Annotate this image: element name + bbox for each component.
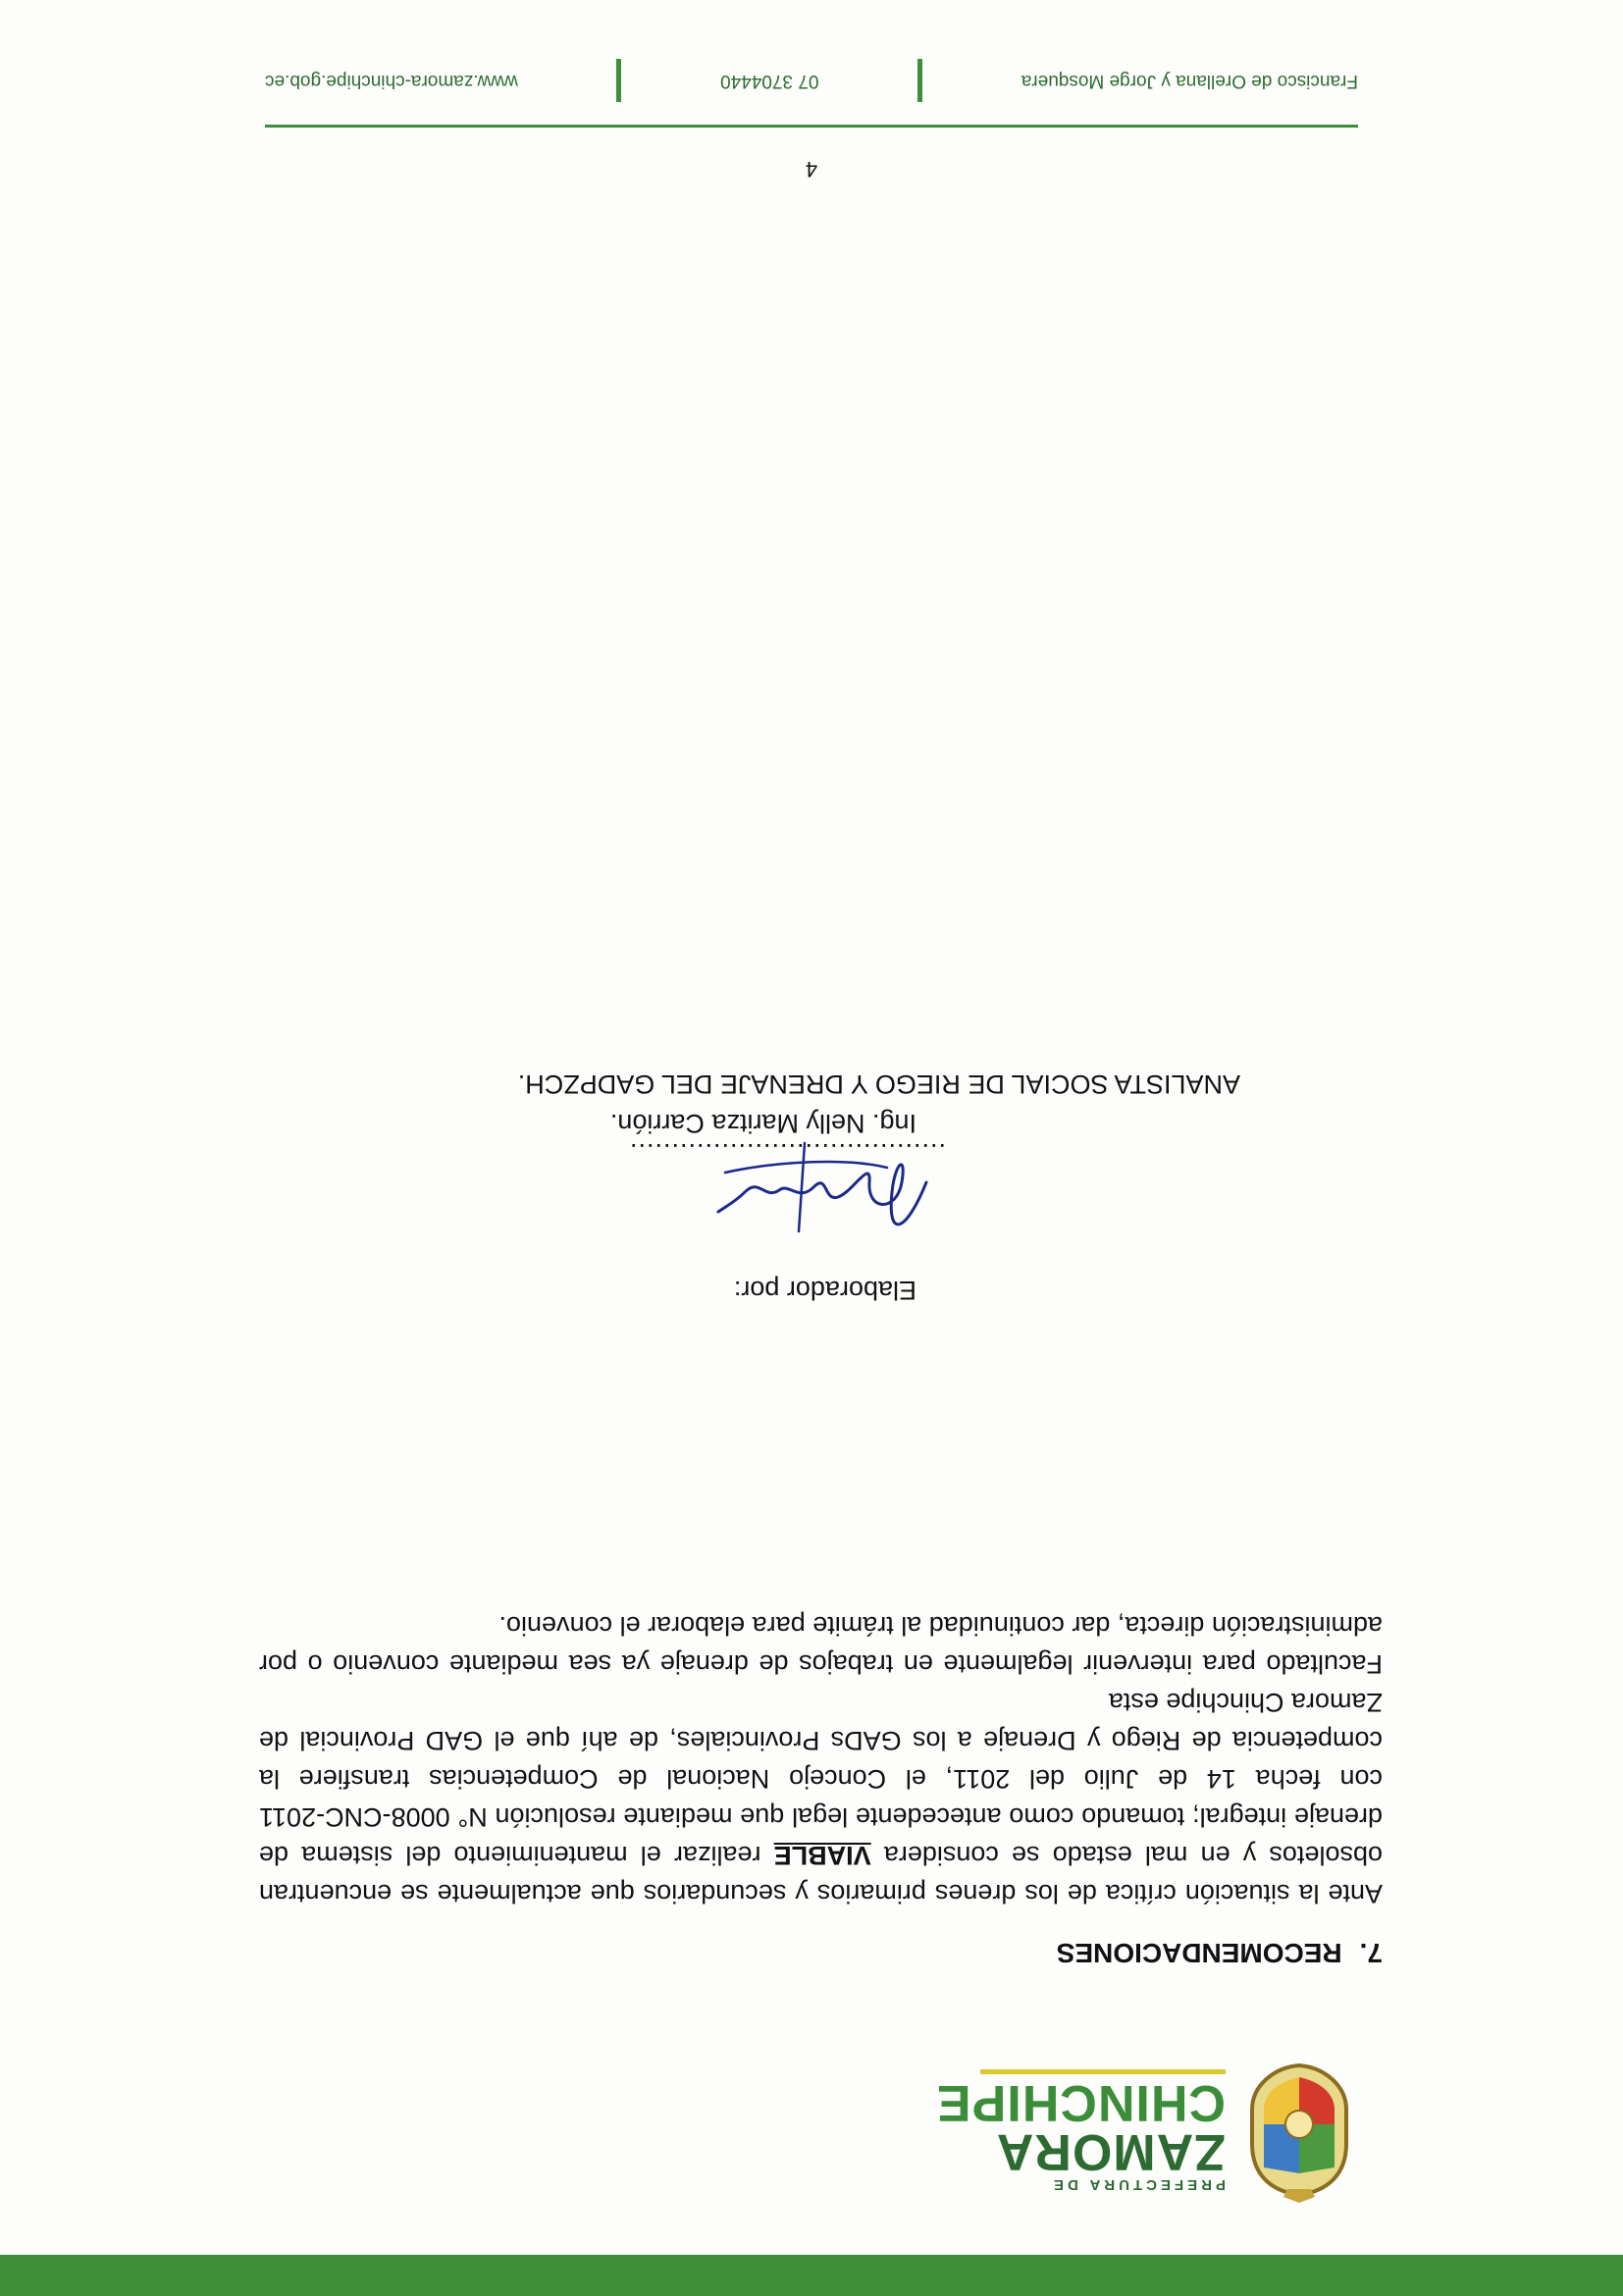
footer-separator xyxy=(917,59,922,102)
signature-line: ...................................... xyxy=(628,1138,946,1168)
prefectura-logo xyxy=(809,2056,1358,2203)
header-green-bar xyxy=(0,2255,1623,2296)
section-heading xyxy=(259,1934,1383,1972)
footer-rule xyxy=(265,125,1358,128)
footer xyxy=(265,51,1358,110)
page-number: 4 xyxy=(805,157,818,182)
recommendation-paragraph-1 xyxy=(259,1683,1383,1912)
footer-phone: 07 3704440 xyxy=(720,71,819,91)
footer-address: Francisco de Orellana y Jorge Mosquera xyxy=(1021,71,1358,91)
viable-emphasis: VIABLE xyxy=(773,1841,871,1870)
section-title: RECOMENDACIONES xyxy=(1056,1938,1342,1968)
signer-role: ANALISTA SOCIAL DE RIEGO Y DRENAJE DEL GADPZCH. xyxy=(517,1070,1240,1099)
prepared-by-label: Elaborador por: xyxy=(733,1276,916,1305)
coat-of-arms-icon xyxy=(1240,2061,1358,2203)
brand-line-1: ZAMORA xyxy=(995,2123,1226,2180)
signer-name: Ing. Nelly Maritza Carrión. xyxy=(609,1109,916,1138)
footer-separator xyxy=(616,59,621,102)
paragraph-1-text-a: Ante la situación crítica de los drenes primarios y secundarios que actualmente se encuentran obsoletos y en mal estado se considera xyxy=(259,1841,1383,1908)
brand-prefix: PREFECTURA DE xyxy=(1050,2176,1226,2193)
brand-line-2: CHINCHIPE xyxy=(935,2074,1226,2131)
footer-website: www.zamora-chinchipe.gob.ec xyxy=(265,71,518,91)
main-content xyxy=(259,1606,1383,1972)
section-number: 7. xyxy=(1359,1938,1383,1968)
paragraph-1-text-b: realizar el mantenimiento del sistema de drenaje integral; tomando como antecedente legal que mediante resolución N° 0008-CNC-2011 con fecha 14 de Julio del 2011, el Concejo Nacional de Competencias transfiere la competencia de Riego y Drenaje a los GADs Provinciales, de ahí que el GAD Provincial de Zamora Chinchipe esta xyxy=(258,1688,1383,1870)
recommendation-paragraph-2: Facultado para intervenir legalmente en trabajos de drenaje ya sea mediante convenio o por administración directa, dar continuidad al trámite para elaborar el convenio. xyxy=(259,1611,1383,1679)
